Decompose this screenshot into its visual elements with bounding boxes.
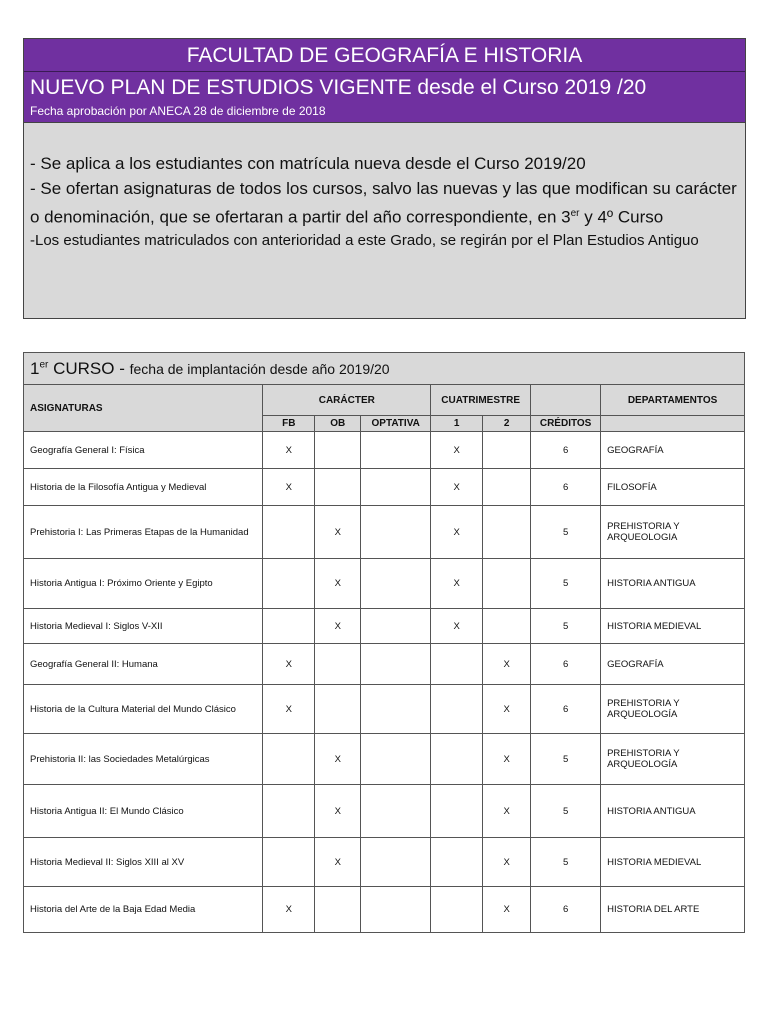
fb-cell <box>263 785 315 838</box>
department-cell: HISTORIA MEDIEVAL <box>601 838 745 887</box>
ob-cell: X <box>315 559 361 609</box>
header-departamentos: DEPARTAMENTOS <box>601 385 745 416</box>
subject-cell: Prehistoria II: las Sociedades Metalúrgicas <box>24 734 263 785</box>
creditos-cell: 5 <box>531 506 601 559</box>
cuatrimestre-2-cell: X <box>483 734 531 785</box>
optativa-cell <box>361 734 431 785</box>
cuatrimestre-1-cell <box>431 644 483 685</box>
optativa-cell <box>361 838 431 887</box>
header-optativa: OPTATIVA <box>361 416 431 432</box>
creditos-cell: 5 <box>531 785 601 838</box>
optativa-cell <box>361 506 431 559</box>
table-title: 1er CURSO - fecha de implantación desde año 2019/20 <box>24 353 745 385</box>
fb-cell <box>263 838 315 887</box>
plan-title: NUEVO PLAN DE ESTUDIOS VIGENTE desde el Curso 2019 /20 <box>30 76 647 99</box>
department-cell: GEOGRAFÍA <box>601 432 745 469</box>
table-row <box>24 644 745 685</box>
ob-cell <box>315 432 361 469</box>
table-row <box>24 785 745 838</box>
cuatrimestre-1-cell <box>431 838 483 887</box>
creditos-cell: 6 <box>531 887 601 933</box>
table-row <box>24 838 745 887</box>
optativa-cell <box>361 644 431 685</box>
optativa-cell <box>361 609 431 644</box>
ob-cell: X <box>315 838 361 887</box>
cuatrimestre-2-cell: X <box>483 887 531 933</box>
cuatrimestre-1-cell: X <box>431 506 483 559</box>
table-row <box>24 559 745 609</box>
ob-cell <box>315 644 361 685</box>
header-creditos: CRÉDITOS <box>531 416 601 432</box>
cuatrimestre-1-cell <box>431 785 483 838</box>
header-c1: 1 <box>431 416 483 432</box>
department-cell: HISTORIA ANTIGUA <box>601 785 745 838</box>
cuatrimestre-2-cell <box>483 506 531 559</box>
subject-cell: Historia del Arte de la Baja Edad Media <box>24 887 263 933</box>
subject-cell: Historia Antigua II: El Mundo Clásico <box>24 785 263 838</box>
plan-header <box>23 38 746 319</box>
cuatrimestre-1-cell: X <box>431 609 483 644</box>
optativa-cell <box>361 785 431 838</box>
cuatrimestre-2-cell <box>483 609 531 644</box>
fb-cell <box>263 506 315 559</box>
cuatrimestre-2-cell <box>483 432 531 469</box>
approval-date: Fecha aprobación por ANECA 28 de diciembre de 2018 <box>30 104 326 118</box>
table-row <box>24 734 745 785</box>
creditos-cell: 5 <box>531 734 601 785</box>
creditos-cell: 6 <box>531 644 601 685</box>
department-cell: PREHISTORIA Y ARQUEOLOGÍA <box>601 685 745 734</box>
optativa-cell <box>361 685 431 734</box>
cuatrimestre-2-cell: X <box>483 838 531 887</box>
fb-cell <box>263 734 315 785</box>
cuatrimestre-1-cell: X <box>431 432 483 469</box>
department-cell: HISTORIA DEL ARTE <box>601 887 745 933</box>
cuatrimestre-1-cell: X <box>431 469 483 506</box>
creditos-cell: 5 <box>531 609 601 644</box>
fb-cell: X <box>263 685 315 734</box>
plan-banner <box>24 72 745 122</box>
cuatrimestre-1-cell <box>431 685 483 734</box>
subject-cell: Historia Medieval I: Siglos V-XII <box>24 609 263 644</box>
fb-cell: X <box>263 644 315 685</box>
department-cell: HISTORIA ANTIGUA <box>601 559 745 609</box>
fb-cell: X <box>263 469 315 506</box>
optativa-cell <box>361 469 431 506</box>
cuatrimestre-1-cell <box>431 734 483 785</box>
subject-cell: Geografía General I: Física <box>24 432 263 469</box>
ob-cell <box>315 469 361 506</box>
ob-cell: X <box>315 785 361 838</box>
fb-cell <box>263 559 315 609</box>
cuatrimestre-1-cell: X <box>431 559 483 609</box>
creditos-cell: 5 <box>531 838 601 887</box>
subject-cell: Geografía General II: Humana <box>24 644 263 685</box>
ob-cell: X <box>315 734 361 785</box>
optativa-cell <box>361 432 431 469</box>
subject-cell: Historia de la Cultura Material del Mundo Clásico <box>24 685 263 734</box>
notes-box <box>24 122 745 318</box>
ob-cell: X <box>315 506 361 559</box>
table-row <box>24 685 745 734</box>
department-cell: HISTORIA MEDIEVAL <box>601 609 745 644</box>
subject-cell: Prehistoria I: Las Primeras Etapas de la Humanidad <box>24 506 263 559</box>
faculty-title: FACULTAD DE GEOGRAFÍA E HISTORIA <box>24 39 745 72</box>
creditos-cell: 6 <box>531 469 601 506</box>
creditos-cell: 6 <box>531 432 601 469</box>
department-cell: PREHISTORIA Y ARQUEOLOGÍA <box>601 734 745 785</box>
creditos-cell: 5 <box>531 559 601 609</box>
subject-cell: Historia Antigua I: Próximo Oriente y Egipto <box>24 559 263 609</box>
optativa-cell <box>361 887 431 933</box>
department-cell: FILOSOFÍA <box>601 469 745 506</box>
optativa-cell <box>361 559 431 609</box>
header-fb: FB <box>263 416 315 432</box>
subject-cell: Historia de la Filosofía Antigua y Medieval <box>24 469 263 506</box>
header-asignaturas: ASIGNATURAS <box>24 385 263 432</box>
header-caracter: CARÁCTER <box>263 385 431 416</box>
cuatrimestre-2-cell <box>483 559 531 609</box>
fb-cell: X <box>263 887 315 933</box>
header-ob: OB <box>315 416 361 432</box>
ob-cell <box>315 685 361 734</box>
ob-cell: X <box>315 609 361 644</box>
department-cell: GEOGRAFÍA <box>601 644 745 685</box>
fb-cell <box>263 609 315 644</box>
table-row <box>24 609 745 644</box>
note-1: - Se aplica a los estudiantes con matrícula nueva desde el Curso 2019/20 <box>30 154 586 173</box>
department-cell: PREHISTORIA Y ARQUEOLOGIA <box>601 506 745 559</box>
creditos-cell: 6 <box>531 685 601 734</box>
note-3: -Los estudiantes matriculados con anterioridad a este Grado, se regirán por el Plan Estudios Antiguo <box>30 231 699 249</box>
header-cuatrimestre: CUATRIMESTRE <box>431 385 531 416</box>
header-c2: 2 <box>483 416 531 432</box>
cuatrimestre-2-cell: X <box>483 685 531 734</box>
cuatrimestre-2-cell: X <box>483 644 531 685</box>
cuatrimestre-1-cell <box>431 887 483 933</box>
table-row <box>24 887 745 933</box>
table-row <box>24 432 745 469</box>
note-2: - Se ofertan asignaturas de todos los cursos, salvo las nuevas y las que modifican su carácter o denominación, que se ofertaran a partir del año correspondiente, en 3er y 4º Curso <box>30 179 737 227</box>
ob-cell <box>315 887 361 933</box>
cuatrimestre-2-cell: X <box>483 785 531 838</box>
table-row <box>24 469 745 506</box>
cuatrimestre-2-cell <box>483 469 531 506</box>
fb-cell: X <box>263 432 315 469</box>
subject-cell: Historia Medieval II: Siglos XIII al XV <box>24 838 263 887</box>
table-row <box>24 506 745 559</box>
course-table <box>23 352 745 933</box>
